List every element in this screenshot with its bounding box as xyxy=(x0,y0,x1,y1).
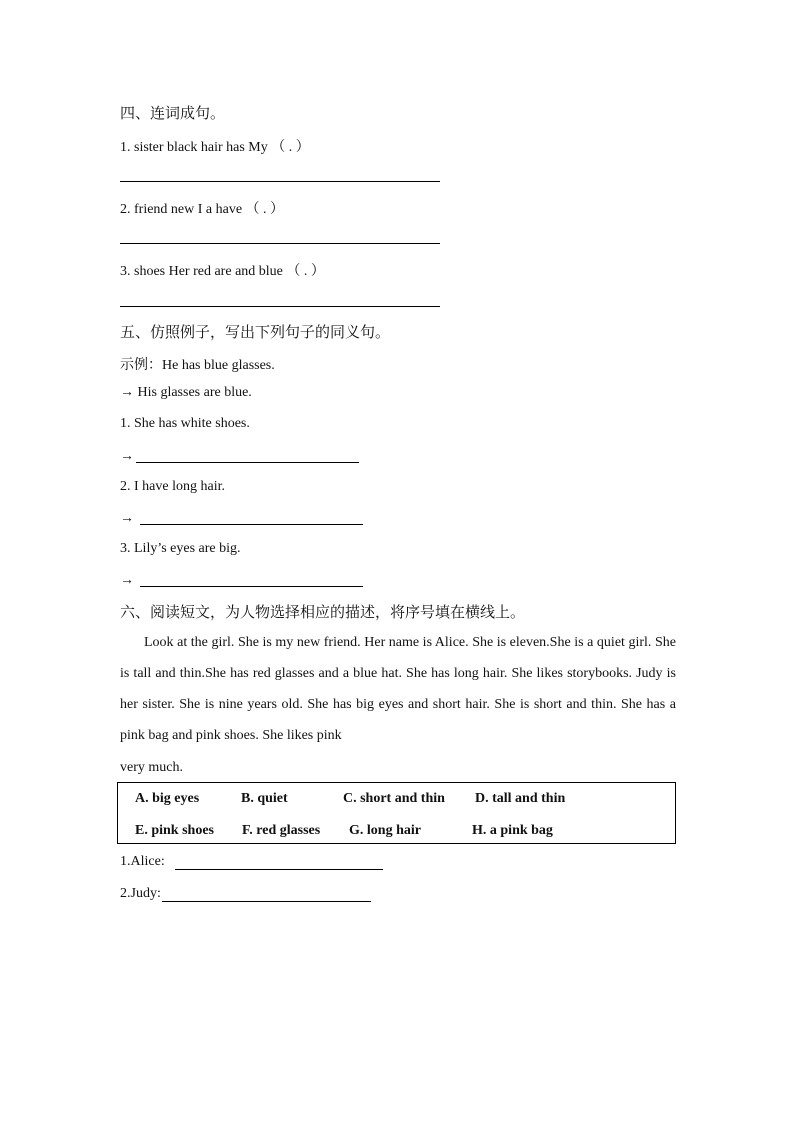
section-4-item-3: 3. shoes Her red are and blue （ . ） xyxy=(120,264,325,279)
example-row xyxy=(120,354,275,374)
answer-judy-label: 2.Judy: xyxy=(120,886,161,901)
answer-line-judy[interactable] xyxy=(162,901,371,902)
example-sentence: He has blue glasses. xyxy=(162,358,275,373)
options-box xyxy=(117,782,676,844)
option-c: C. short and thin xyxy=(343,791,445,806)
example-answer: → His glasses are blue. xyxy=(120,385,252,400)
arrow-2: → xyxy=(120,511,134,526)
option-d: D. tall and thin xyxy=(475,791,566,806)
answer-line-4-2[interactable] xyxy=(120,243,440,244)
passage-text: Look at the girl. She is my new friend. Her name is Alice. She is eleven.She is a quiet girl. She is tall and thin.She has red glasses and a blue hat. She has long hair. She likes storybooks. Judy is her sister. She is nine years old. She has big eyes and short hair. She is short and thin. She has a pink bag and pink shoes. She likes pink xyxy=(120,635,676,743)
answer-line-4-3[interactable] xyxy=(120,306,440,307)
option-h: H. a pink bag xyxy=(472,823,553,838)
answer-line-5-1[interactable] xyxy=(136,462,359,463)
example-label: 示例： xyxy=(120,357,162,373)
answer-line-5-2[interactable] xyxy=(140,524,363,525)
section-4-item-2: 2. friend new I a have （ . ） xyxy=(120,202,285,217)
section-6-heading: 六、阅读短文，为人物选择相应的描述，将序号填在横线上。 xyxy=(120,603,526,621)
option-a: A. big eyes xyxy=(135,791,200,806)
section-5-item-2: 2. I have long hair. xyxy=(120,479,225,494)
option-g: G. long hair xyxy=(349,823,421,838)
arrow-1: → xyxy=(120,449,134,464)
passage-end: very much. xyxy=(120,760,183,775)
reading-passage xyxy=(120,627,676,751)
answer-line-alice[interactable] xyxy=(175,869,383,870)
section-5-heading: 五、仿照例子，写出下列句子的同义句。 xyxy=(120,323,391,341)
option-e: E. pink shoes xyxy=(135,823,214,838)
answer-line-5-3[interactable] xyxy=(140,586,363,587)
section-5-item-3: 3. Lily’s eyes are big. xyxy=(120,541,241,556)
section-4-item-1: 1. sister black hair has My （ . ） xyxy=(120,140,310,155)
section-5-item-1: 1. She has white shoes. xyxy=(120,416,250,431)
answer-alice-label: 1.Alice: xyxy=(120,854,165,869)
option-f: F. red glasses xyxy=(242,823,321,838)
answer-line-4-1[interactable] xyxy=(120,181,440,182)
section-4-heading: 四、连词成句。 xyxy=(120,104,226,122)
arrow-3: → xyxy=(120,573,134,588)
option-b: B. quiet xyxy=(241,791,288,806)
